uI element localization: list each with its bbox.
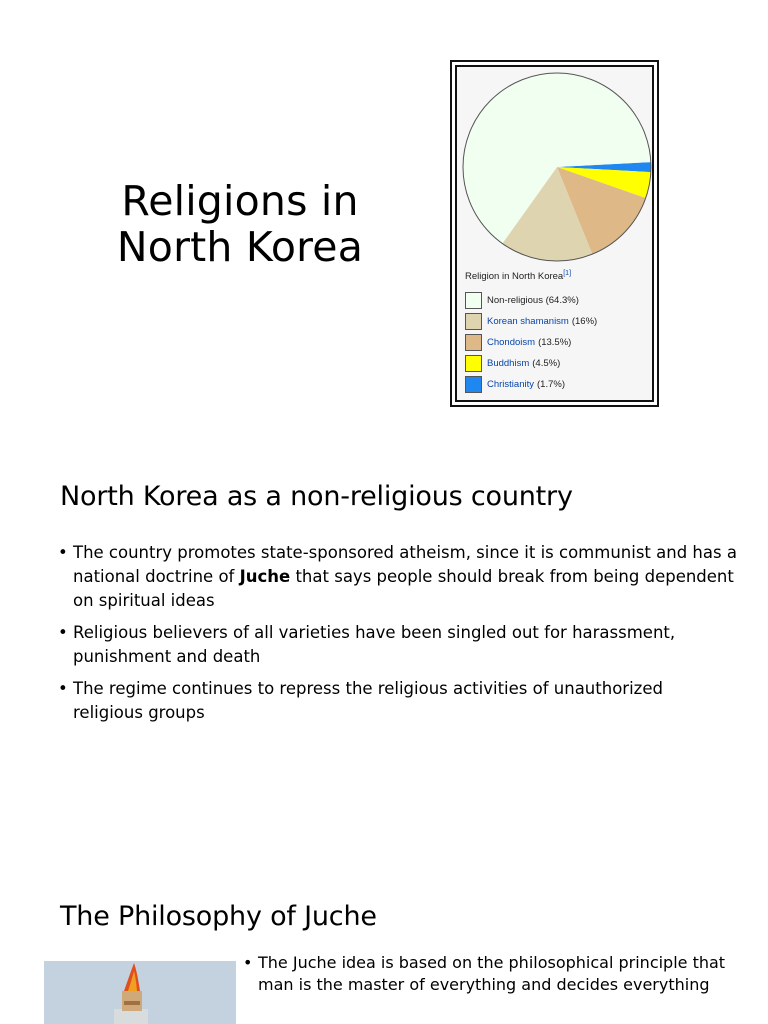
slide-non-religious	[0, 440, 768, 870]
pie-caption	[465, 270, 571, 282]
bullet-dot: •	[243, 953, 253, 972]
juche-tower-photo	[44, 961, 236, 1024]
bullet-item	[243, 952, 743, 996]
bullet-dot: •	[58, 543, 68, 562]
juche-tower-image	[44, 961, 236, 1024]
bullet-item	[58, 621, 738, 669]
slide-title-heading	[90, 178, 390, 270]
legend-swatch	[465, 355, 482, 372]
pie-chart-frame	[450, 60, 659, 407]
legend-swatch	[465, 313, 482, 330]
pie-caption-reference[interactable]: [1]	[563, 270, 572, 277]
slide-heading: North Korea as a non-religious country	[60, 481, 573, 512]
legend-link[interactable]: Buddhism	[487, 358, 530, 369]
legend-item-buddhism	[465, 353, 597, 374]
legend-swatch	[465, 292, 482, 309]
legend-percent: (4.5%)	[532, 358, 561, 369]
legend-swatch	[465, 334, 482, 351]
bullet-text-cont: that says people should break from being dependent on spiritual ideas	[73, 567, 734, 610]
legend-item-christianity	[465, 374, 597, 395]
legend-link[interactable]: Chondoism	[487, 337, 536, 348]
legend-link[interactable]: Christianity	[487, 379, 534, 390]
legend-percent: (1.7%)	[537, 379, 565, 390]
legend-label: Non-religious (64.3%)	[487, 295, 579, 306]
bullet-dot: •	[58, 679, 68, 698]
bullet-item	[58, 677, 738, 725]
religion-pie-chart	[461, 71, 653, 263]
slide-juche	[0, 870, 768, 1024]
slide-heading: The Philosophy of Juche	[60, 901, 377, 932]
bullet-text: Religious believers of all varieties have been singled out for harassment, punishment and death	[73, 623, 676, 666]
bullet-list	[243, 952, 743, 1004]
bullet-text: The country promotes state-sponsored atheism, since it is communist and has a national doctrine of	[73, 543, 737, 586]
title-line-2: North Korea	[116, 223, 364, 271]
pie-chart-panel	[455, 65, 654, 402]
bullet-bold-term: Juche	[239, 567, 291, 586]
bullet-list	[58, 541, 738, 733]
legend-item-korean-shamanism	[465, 311, 597, 332]
bullet-text: The regime continues to repress the religious activities of unauthorized religious groups	[73, 679, 663, 722]
legend-link[interactable]: Korean shamanism	[487, 316, 569, 327]
bullet-dot: •	[58, 623, 68, 642]
bullet-text: The Juche idea is based on the philosophical principle that man is the master of everything and decides everything	[258, 953, 726, 994]
legend-percent: (13.5%)	[538, 337, 572, 348]
title-line-1: Religions in	[121, 177, 359, 225]
legend-swatch	[465, 376, 482, 393]
pie-caption-text: Religion in North Korea	[465, 271, 564, 283]
legend-item-non-religious	[465, 290, 597, 311]
legend-item-chondoism	[465, 332, 597, 353]
legend-percent: (16%)	[571, 316, 598, 327]
pie-legend	[465, 290, 597, 395]
slide-title	[0, 0, 768, 440]
bullet-item	[58, 541, 738, 613]
